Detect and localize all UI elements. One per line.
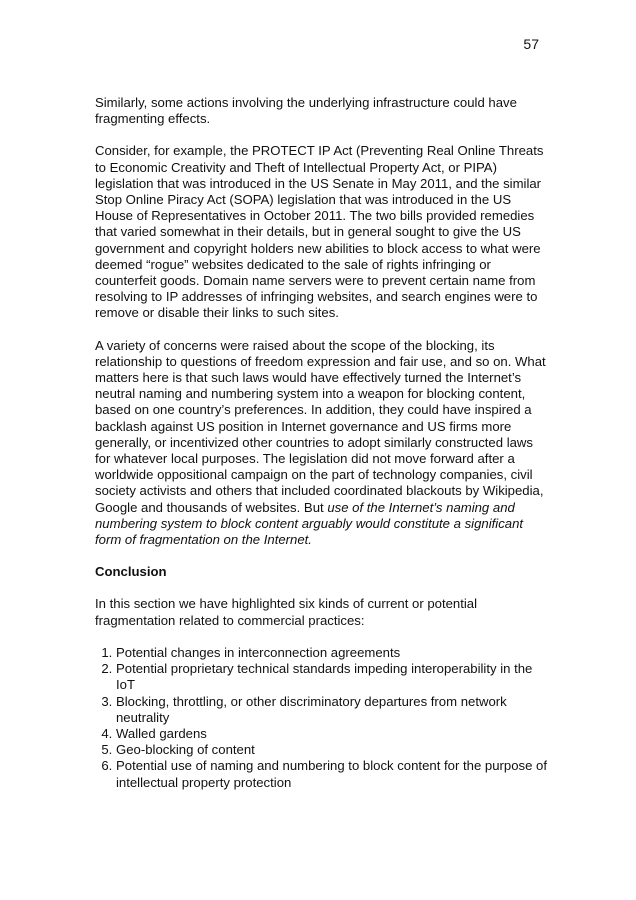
page-number: 57 xyxy=(523,36,539,52)
paragraph-concerns xyxy=(95,338,547,549)
paragraph-infrastructure: Similarly, some actions involving the underlying infrastructure could have fragmenting effects. xyxy=(95,95,517,127)
list-item: 3. Blocking, throttling, or other discriminatory departures from network neutrality xyxy=(116,694,547,726)
paragraph-concerns-text: A variety of concerns were raised about the scope of the blocking, its relationship to questions of freedom expression and fair use, and so on. What matters here is that such laws would have effectively turned the Internet’s neutral naming and numbering system into a weapon for blocking content, based on one country’s preferences. In addition, they could have inspired a backlash against US position in Internet governance and US firms more generally, or incentivized other countries to adopt similarly constructed laws for whatever local purposes. The legislation did not move forward after a worldwide oppositional campaign on the part of technology companies, civil society activists and others that included coordinated blackouts by Wikipedia, Google and thousands of websites. But xyxy=(95,337,546,515)
paragraph-pipa-sopa: Consider, for example, the PROTECT IP Act (Preventing Real Online Threats to Economic Creativity and Theft of Intellectual Property Act, or PIPA) legislation that was introduced in the US Senate in May 2011, and the similar Stop Online Piracy Act (SOPA) legislation that was introduced in the US House of Representatives in October 2011. The two bills provided remedies that varied somewhat in their details, but in general sought to give the US government and copyright holders new abilities to block access to what were deemed “rogue” websites dedicated to the sale of rights infringing or counterfeit goods. Domain name servers were to prevent certain name from resolving to IP addresses of infringing websites, and search engines were to remove or disable their links to such sites. xyxy=(95,143,544,321)
paragraph-summary: In this section we have highlighted six kinds of current or potential fragmentation related to commercial practices: xyxy=(95,596,478,628)
page-body xyxy=(95,95,547,791)
list-item: 4. Walled gardens xyxy=(116,726,547,742)
list-item: 5. Geo-blocking of content xyxy=(116,742,547,758)
paragraph-concerns-emphasis: use of the Internet’s naming and numbering system to block content arguably would constitute a significant form of fragmentation on the Internet. xyxy=(95,499,524,548)
list-item: 6. Potential use of naming and numbering to block content for the purpose of intellectual property protection xyxy=(116,758,547,790)
fragmentation-list xyxy=(95,645,547,791)
heading-conclusion: Conclusion xyxy=(95,564,167,580)
list-item: 2. Potential proprietary technical standards impeding interoperability in the IoT xyxy=(116,661,547,693)
list-item: 1. Potential changes in interconnection agreements xyxy=(116,645,547,661)
